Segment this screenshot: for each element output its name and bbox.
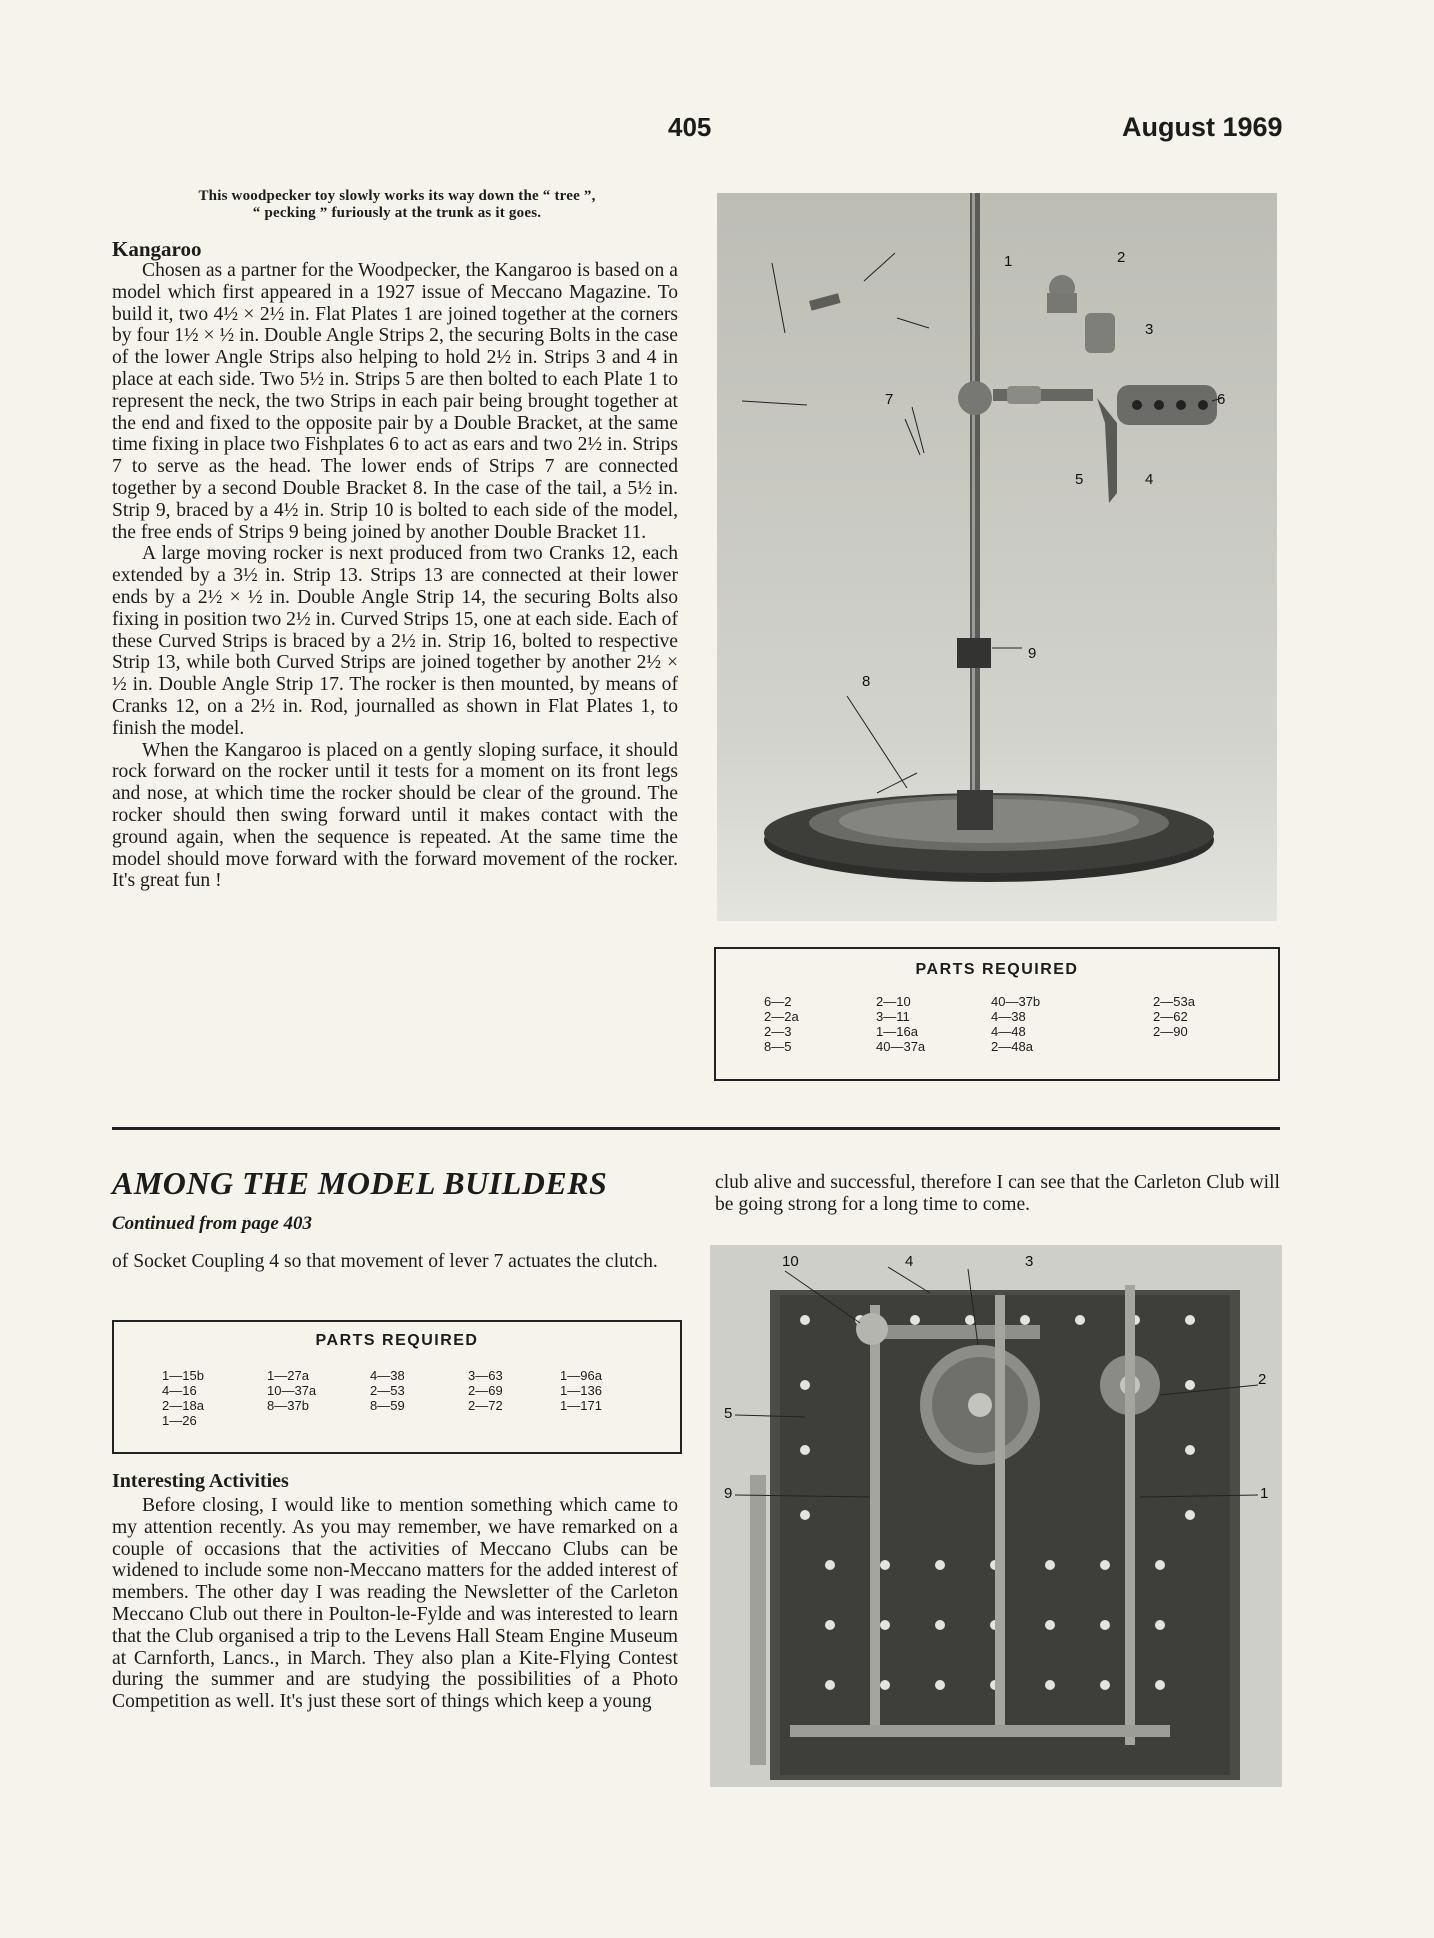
club-paragraph: club alive and successful, therefore I can see that the Carleton Club will be going strong for a long time to come. bbox=[715, 1172, 1280, 1215]
part-item: 4—16 bbox=[162, 1383, 197, 1398]
part-item: 3—63 bbox=[468, 1368, 503, 1383]
part-item: 8—5 bbox=[764, 1039, 792, 1054]
parts-column bbox=[1153, 994, 1233, 1054]
parts-column bbox=[876, 994, 991, 1054]
continued-note: Continued from page 403 bbox=[112, 1213, 313, 1234]
activities-paragraph-1: Before closing, I would like to mention something which came to my attention recently. As you may remember, we have remarked on a couple of occasions that the activities of Meccano Clubs can be widened to include some non-Meccano matters for the added interest of members. The other day I was reading the Newsletter of the Carleton Meccano Club out there in Poulton-le-Fylde and was interested to learn that the Club organised a trip to the Levens Hall Steam Engine Museum at Carnforth, Lancs., in March. They also plan a Kite-Flying Contest during the summer and are studying the possibilities of a Photo Competition as well. It's just these sort of things which keep a young bbox=[112, 1495, 678, 1713]
part-item: 3—11 bbox=[876, 1009, 910, 1024]
kangaroo-article bbox=[112, 260, 678, 892]
callout-2: 2 bbox=[1258, 1371, 1267, 1388]
part-item: 2—53a bbox=[1153, 994, 1195, 1009]
part-item: 1—26 bbox=[162, 1413, 197, 1428]
part-item: 2—18a bbox=[162, 1398, 204, 1413]
part-item: 1—171 bbox=[560, 1398, 602, 1413]
part-item: 10—37a bbox=[267, 1383, 317, 1398]
callout-1: 1 bbox=[1004, 253, 1013, 270]
part-item: 6—2 bbox=[764, 994, 792, 1009]
callout-1: 1 bbox=[1260, 1485, 1269, 1502]
part-item: 4—38 bbox=[991, 1009, 1026, 1024]
part-item: 40—37b bbox=[991, 994, 1041, 1009]
gearbox-illustration bbox=[710, 1245, 1282, 1787]
callout-8: 8 bbox=[862, 673, 871, 690]
woodpecker-caption bbox=[112, 188, 682, 222]
parts-required-title: PARTS REQUIRED bbox=[915, 961, 1079, 978]
parts-column bbox=[764, 994, 876, 1054]
right-column-text bbox=[715, 1172, 1280, 1216]
part-item: 8—37b bbox=[267, 1398, 309, 1413]
activities-article bbox=[112, 1495, 678, 1713]
parts-list bbox=[162, 1368, 640, 1428]
parts-required-box-model bbox=[112, 1320, 682, 1454]
section-divider bbox=[112, 1127, 1280, 1130]
callout-3: 3 bbox=[1145, 321, 1154, 338]
parts-list bbox=[764, 994, 1233, 1054]
among-the-model-builders-title: AMONG THE MODEL BUILDERS bbox=[112, 1165, 608, 1201]
part-item: 1—16a bbox=[876, 1024, 918, 1039]
issue-date: August 1969 bbox=[1122, 112, 1283, 142]
kangaroo-paragraph-2: A large moving rocker is next produced from two Cranks 12, each extended by a 3½ in. Strip 13. Strips 13 are connected at their lower ends by a 2½ × ½ in. Double Angle Strip 14, the securing Bolts also fixing in position two 2½ in. Curved Strips 15, one at each side. Each of these Curved Strips is braced by a 2½ in. Strip 16, bolted to respective Strip 13, while both Curved Strips are joined together by another 2½ × ½ in. Double Angle Strip 17. The rocker is then mounted, by means of Cranks 12, on a 2½ in. Rod, journalled as shown in Flat Plates 1, to finish the model. bbox=[112, 543, 678, 739]
callout-6: 6 bbox=[1217, 391, 1226, 408]
callout-10: 10 bbox=[782, 1253, 799, 1270]
parts-column bbox=[162, 1368, 267, 1428]
parts-column bbox=[468, 1368, 560, 1428]
parts-column bbox=[370, 1368, 468, 1428]
caption-line-1: This woodpecker toy slowly works its way down the “ tree ”, bbox=[198, 188, 596, 204]
woodpecker-photo bbox=[717, 193, 1277, 921]
part-item: 2—10 bbox=[876, 994, 911, 1009]
part-item: 1—15b bbox=[162, 1368, 204, 1383]
callout-4: 4 bbox=[1145, 471, 1154, 488]
interesting-activities-heading: Interesting Activities bbox=[112, 1470, 289, 1492]
woodpecker-illustration bbox=[717, 193, 1277, 921]
parts-required-box-kangaroo bbox=[714, 947, 1280, 1081]
parts-column bbox=[560, 1368, 640, 1428]
part-item: 2—72 bbox=[468, 1398, 503, 1413]
kangaroo-paragraph-1: Chosen as a partner for the Woodpecker, the Kangaroo is based on a model which first appeared in a 1927 issue of Meccano Magazine. To build it, two 4½ × 2½ in. Flat Plates 1 are joined together at the corners by four 1½ × ½ in. Double Angle Strips 2, the securing Bolts in the case of the lower Angle Strips also helping to hold 2½ in. Strips 3 and 4 in place at each side. Two 5½ in. Strips 5 are then bolted to each Plate 1 to represent the neck, the two Strips in each pair being brought together at the end and fixed to the opposite pair by a Double Bracket, at the same time fixing in place two Fishplates 6 to act as ears and two 2½ in. Strips 7 to serve as the head. The lower ends of Strips 7 are connected together by a second Double Bracket 8. In the case of the tail, a 5½ in. Strip 9, braced by a 4½ in. Strip 10 is bolted to each side of the model, the free ends of Strips 9 being joined by another Double Bracket 11. bbox=[112, 260, 678, 543]
part-item: 2—3 bbox=[764, 1024, 792, 1039]
callout-4: 4 bbox=[905, 1253, 914, 1270]
kangaroo-paragraph-3: When the Kangaroo is placed on a gently sloping surface, it should rock forward on the rocker until it tests for a moment on its front legs and nose, at which time the rocker should be clear of the ground. The rocker should then swing forward until it makes contact with the ground again, when the sequence is repeated. At the same time the model should move forward with the forward movement of the rocker. It's great fun ! bbox=[112, 739, 678, 892]
parts-column bbox=[991, 994, 1153, 1054]
callout-5: 5 bbox=[724, 1405, 733, 1422]
among-paragraph bbox=[112, 1251, 678, 1273]
part-item: 2—69 bbox=[468, 1383, 503, 1398]
caption-line-2: “ pecking ” furiously at the trunk as it goes. bbox=[252, 205, 542, 221]
page-number: 405 bbox=[668, 112, 712, 142]
part-item: 2—48a bbox=[991, 1039, 1033, 1054]
part-item: 4—38 bbox=[370, 1368, 405, 1383]
callout-3: 3 bbox=[1025, 1253, 1034, 1270]
part-item: 1—27a bbox=[267, 1368, 309, 1383]
callout-9: 9 bbox=[724, 1485, 733, 1502]
parts-column bbox=[267, 1368, 370, 1428]
part-item: 8—59 bbox=[370, 1398, 405, 1413]
callout-7: 7 bbox=[885, 391, 894, 408]
callout-9: 9 bbox=[1028, 645, 1037, 662]
part-item: 2—2a bbox=[764, 1009, 799, 1024]
part-item: 4—48 bbox=[991, 1024, 1026, 1039]
part-item: 2—53 bbox=[370, 1383, 405, 1398]
part-item: 2—90 bbox=[1153, 1024, 1188, 1039]
callout-5: 5 bbox=[1075, 471, 1084, 488]
gearbox-photo bbox=[710, 1245, 1282, 1787]
kangaroo-heading: Kangaroo bbox=[112, 237, 202, 261]
callout-2: 2 bbox=[1117, 249, 1126, 266]
parts-required-title: PARTS REQUIRED bbox=[315, 1332, 479, 1349]
part-item: 1—136 bbox=[560, 1383, 602, 1398]
part-item: 2—62 bbox=[1153, 1009, 1188, 1024]
among-paragraph-1: of Socket Coupling 4 so that movement of lever 7 actuates the clutch. bbox=[112, 1251, 658, 1272]
part-item: 40—37a bbox=[876, 1039, 926, 1054]
part-item: 1—96a bbox=[560, 1368, 602, 1383]
